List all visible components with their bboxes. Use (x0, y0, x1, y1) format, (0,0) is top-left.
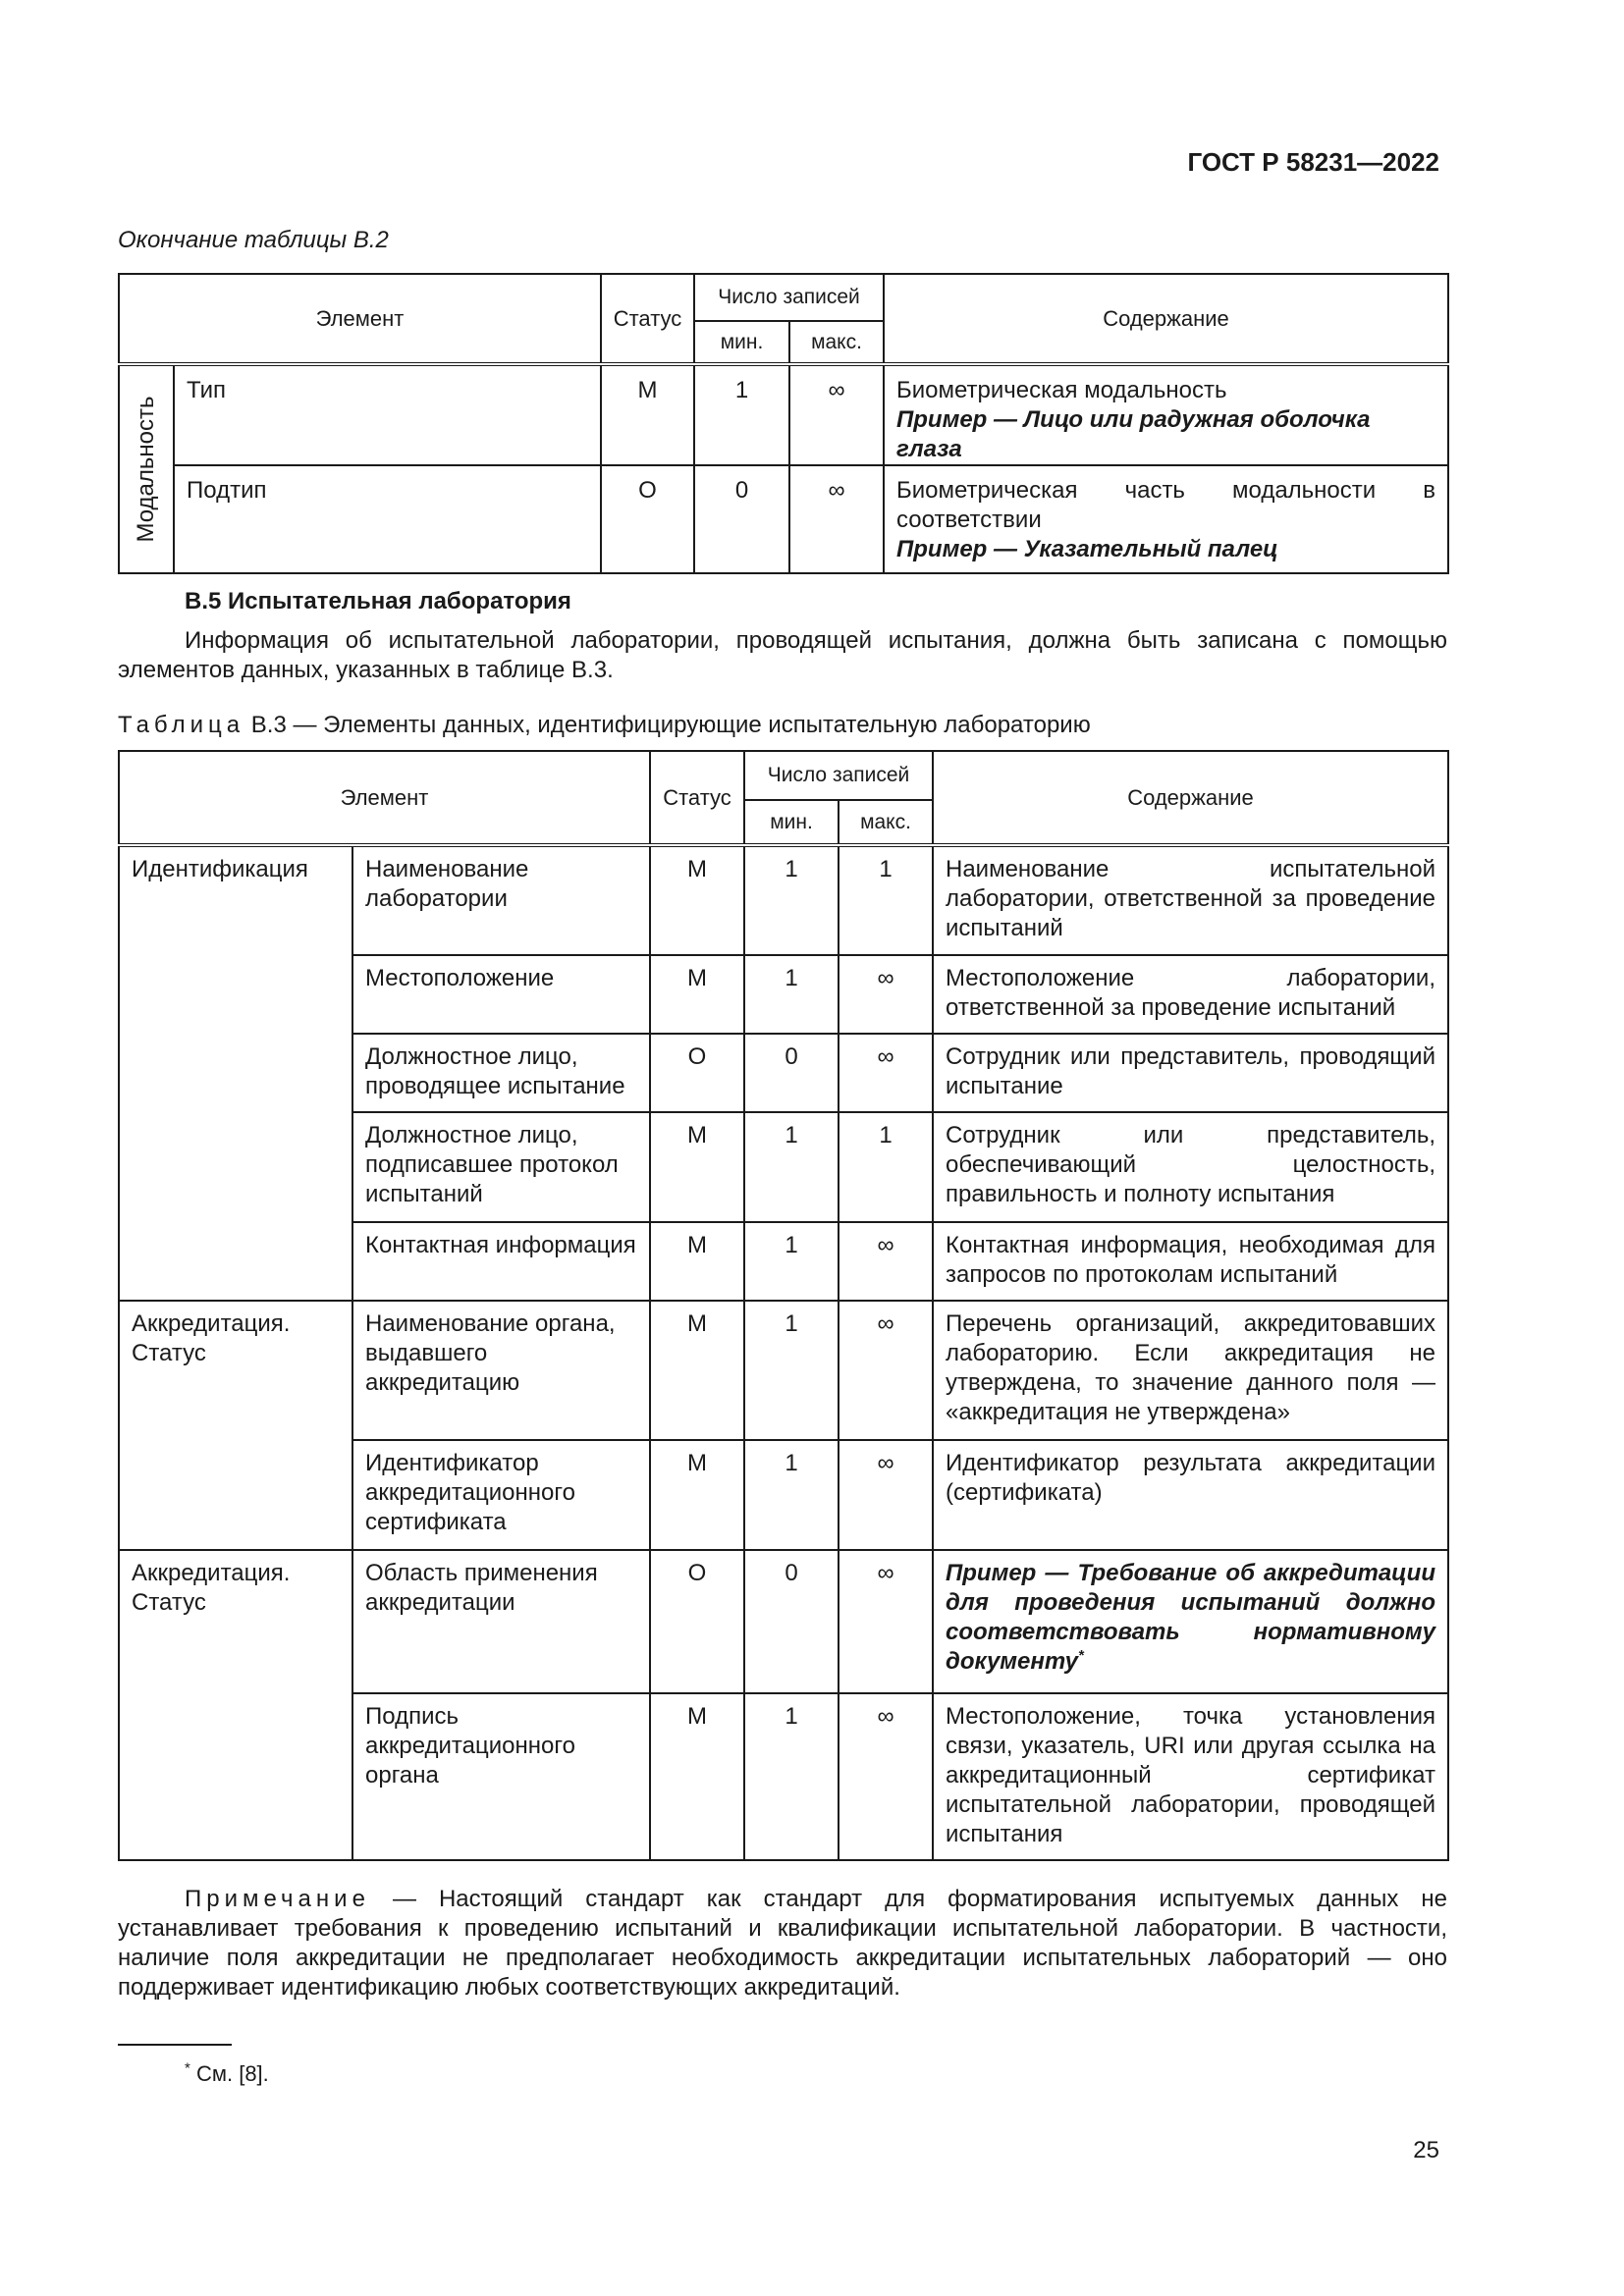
row-status: M (650, 1440, 744, 1550)
content-example: Пример — Лицо или радужная оболочка глаза (896, 406, 1371, 462)
row-content: Местоположение лаборатории, ответственной за проведение испытаний (933, 955, 1448, 1034)
header-element: Элемент (119, 751, 650, 845)
row-min: 0 (744, 1034, 839, 1112)
row-max: ∞ (789, 465, 884, 573)
note-text: — Настоящий стандарт как стандарт для форматирования испытуемых данных не устанавливает требования к проведению испытаний и квалификации испытательной лаборатории. В частности, наличие поля аккредитации не предполагает необходимость аккредитации испытательных лабораторий — оно поддерживает идентификацию любых соответствующих аккредитаций. (118, 1886, 1447, 2001)
row-max: ∞ (839, 1550, 933, 1693)
row-min: 1 (744, 845, 839, 955)
row-name: Область применения аккредитации (352, 1550, 650, 1693)
row-min: 1 (744, 1693, 839, 1860)
row-name: Должностное лицо, проводящее испытание (352, 1034, 650, 1112)
table-row (119, 845, 1448, 955)
header-max: макс. (839, 800, 933, 845)
row-status: M (650, 1301, 744, 1440)
header-min: мин. (694, 321, 789, 364)
footnote-ref: * (1078, 1647, 1084, 1664)
footnote-mark: * (185, 2059, 190, 2077)
row-status: O (650, 1550, 744, 1693)
table-b3 (118, 750, 1449, 1861)
footnote-divider (118, 2044, 232, 2046)
row-name: Подпись аккредитационного органа (352, 1693, 650, 1860)
row-min: 1 (694, 364, 789, 465)
row-status: M (650, 1112, 744, 1222)
note (118, 1885, 1447, 2002)
row-name: Наименование органа, выдавшего аккредитацию (352, 1301, 650, 1440)
group-label: Аккредитация. Статус (119, 1550, 352, 1860)
row-name: Должностное лицо, подписавшее протокол испытаний (352, 1112, 650, 1222)
header-max: макс. (789, 321, 884, 364)
footnote-text: См. [8]. (195, 2061, 269, 2086)
row-status: M (650, 845, 744, 955)
section-intro: Информация об испытательной лаборатории, проводящей испытания, должна быть записана с помощью элементов данных, указанных в таблице В.3. (118, 627, 1447, 683)
header-element: Элемент (119, 274, 601, 364)
row-status: M (650, 1222, 744, 1301)
row-max: ∞ (839, 1034, 933, 1112)
content-text: Биометрическая часть модальности в соответствии (896, 477, 1435, 533)
header-content: Содержание (884, 274, 1448, 364)
row-min: 1 (744, 1222, 839, 1301)
row-min: 1 (744, 1112, 839, 1222)
row-min: 0 (744, 1550, 839, 1693)
group-label: Идентификация (119, 845, 352, 1301)
header-status: Статус (601, 274, 694, 364)
row-min: 0 (694, 465, 789, 573)
table-b2-continuation-caption: Окончание таблицы В.2 (118, 227, 389, 253)
row-max: ∞ (789, 364, 884, 465)
row-max: ∞ (839, 1301, 933, 1440)
row-content: Местоположение, точка установления связи, указатель, URI или другая ссылка на аккредитационный сертификат испытательной лаборатории, проводящей испытания (933, 1693, 1448, 1860)
content-text: Биометрическая модальность (896, 377, 1227, 403)
row-content (884, 364, 1448, 465)
header-count: Число записей (694, 274, 884, 321)
row-content: Перечень организаций, аккредитовавших лабораторию. Если аккредитация не утверждена, то значение данного поля — «аккредитация не утверждена» (933, 1301, 1448, 1440)
row-status: M (650, 955, 744, 1034)
row-min: 1 (744, 1440, 839, 1550)
table-row (119, 1550, 1448, 1693)
row-status: M (601, 364, 694, 465)
row-max: 1 (839, 1112, 933, 1222)
row-name: Местоположение (352, 955, 650, 1034)
group-label: Аккредитация. Статус (119, 1301, 352, 1550)
row-max: ∞ (839, 1693, 933, 1860)
row-content: Сотрудник или представитель, обеспечивающий целостность, правильность и полноту испытания (933, 1112, 1448, 1222)
row-name: Подтип (174, 465, 601, 573)
section-title: В.5 Испытательная лаборатория (185, 588, 571, 614)
row-content: Сотрудник или представитель, проводящий испытание (933, 1034, 1448, 1112)
table-row (119, 465, 1448, 573)
caption-text: В.3 — Элементы данных, идентифицирующие испытательную лабораторию (250, 712, 1091, 738)
row-status: M (650, 1693, 744, 1860)
table-b2-end (118, 273, 1449, 574)
row-name: Идентификатор аккредитационного сертификата (352, 1440, 650, 1550)
content-example: Пример — Указательный палец (896, 536, 1278, 562)
row-content: Контактная информация, необходимая для запросов по протоколам испытаний (933, 1222, 1448, 1301)
group-label-modality: Модальность (119, 364, 174, 573)
row-status: O (601, 465, 694, 573)
row-name: Тип (174, 364, 601, 465)
row-content: Наименование испытательной лаборатории, ответственной за проведение испытаний (933, 845, 1448, 955)
table-b3-caption (118, 711, 1091, 740)
row-max: 1 (839, 845, 933, 955)
row-min: 1 (744, 1301, 839, 1440)
note-label: Примечание (185, 1886, 370, 1912)
content-text: Пример — Требование об аккредитации для проведения испытаний должно соответствовать нормативному документу (946, 1560, 1435, 1675)
document-code: ГОСТ Р 58231—2022 (1187, 147, 1439, 177)
row-name: Контактная информация (352, 1222, 650, 1301)
header-status: Статус (650, 751, 744, 845)
row-name: Наименование лаборатории (352, 845, 650, 955)
footnote (185, 2059, 269, 2089)
header-content: Содержание (933, 751, 1448, 845)
row-status: O (650, 1034, 744, 1112)
row-content (933, 1550, 1448, 1693)
row-max: ∞ (839, 955, 933, 1034)
page-number: 25 (1413, 2137, 1439, 2163)
table-row (119, 1301, 1448, 1440)
row-content (884, 465, 1448, 573)
caption-label: Таблица (118, 712, 245, 738)
header-count: Число записей (744, 751, 933, 800)
row-max: ∞ (839, 1222, 933, 1301)
row-max: ∞ (839, 1440, 933, 1550)
table-row (119, 364, 1448, 465)
header-min: мин. (744, 800, 839, 845)
row-min: 1 (744, 955, 839, 1034)
row-content: Идентификатор результата аккредитации (сертификата) (933, 1440, 1448, 1550)
